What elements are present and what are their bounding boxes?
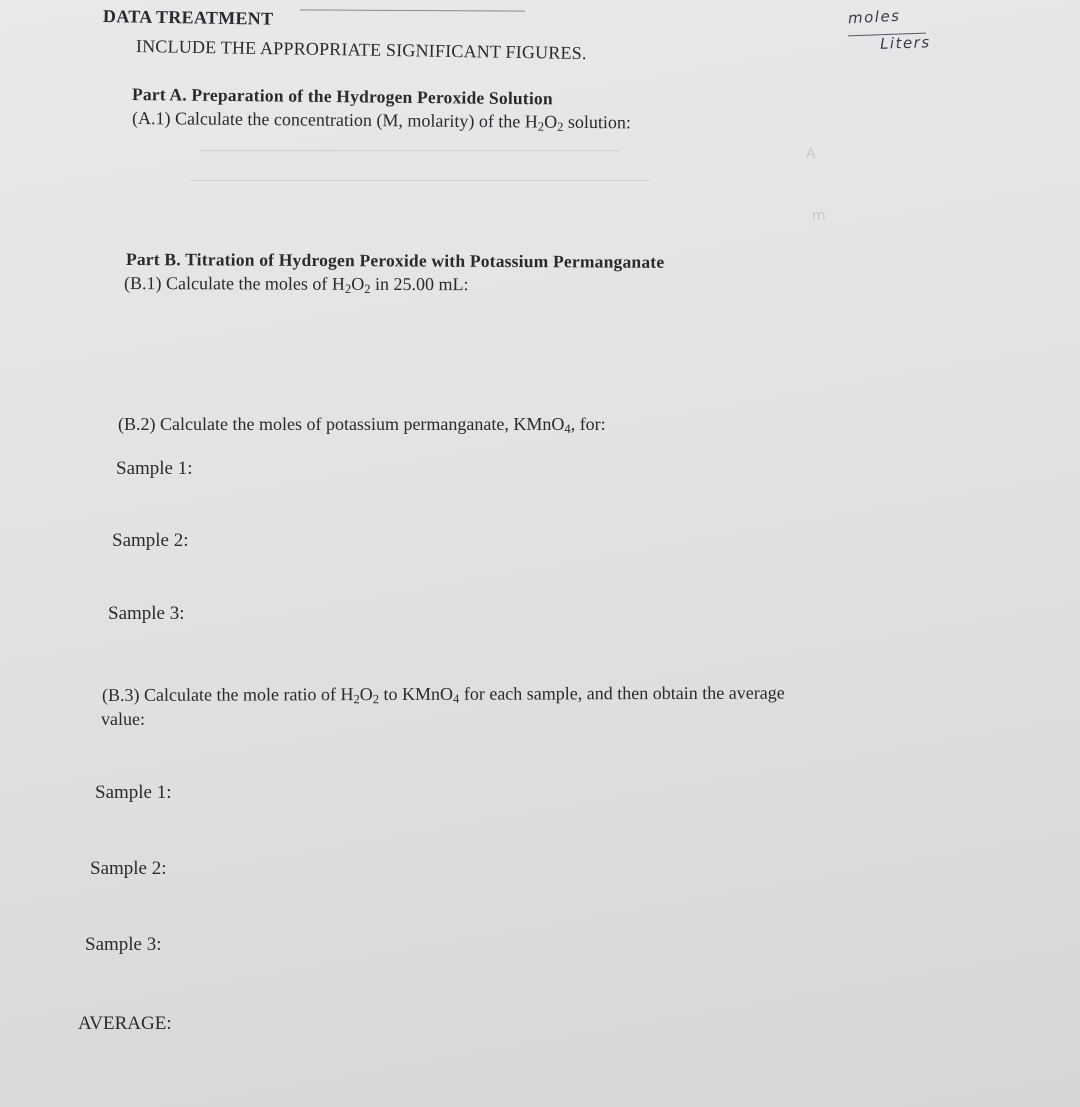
b3-sample-2-label: Sample 2: [90,858,167,879]
question-a1: (A.1) Calculate the concentration (M, molarity) of the $H_2O_2$ solution: [131,108,632,134]
average-label: AVERAGE: [78,1013,172,1034]
top-divider-line [300,9,525,11]
page-title: DATA TREATMENT [102,6,274,29]
bleed-through-mark: A [806,146,816,162]
b3-sample-1-label: Sample 1: [95,782,172,803]
instruction-text: INCLUDE THE APPROPRIATE SIGNIFICANT FIGURES. [135,36,587,64]
b2-sample-2-label: Sample 2: [112,530,189,551]
part-b-heading: Part B. Titration of Hydrogen Peroxide with Potassium Permanganate [125,249,665,272]
handwritten-liters: Liters [879,33,931,53]
b3-sample-3-label: Sample 3: [85,934,162,955]
bleed-through-mark [190,180,650,181]
question-b3: (B.3) Calculate the mole ratio of $H_2O_2$ to KMnO$_4$ for each sample, and then obtain the average [101,682,785,707]
question-b1: (B.1) Calculate the moles of $H_2O_2$ in 25.00 mL: [123,273,469,297]
part-a-heading: Part A. Preparation of the Hydrogen Peroxide Solution [131,84,553,109]
b2-sample-1-label: Sample 1: [116,458,193,479]
b2-sample-3-label: Sample 3: [108,603,185,624]
question-b2: (B.2) Calculate the moles of potassium permanganate, KMnO$_4$, for: [118,414,606,437]
question-b3-line2: value: [101,709,145,729]
bleed-through-mark: m [812,208,826,224]
handwritten-moles: moles [847,6,901,28]
bleed-through-mark [200,150,620,151]
